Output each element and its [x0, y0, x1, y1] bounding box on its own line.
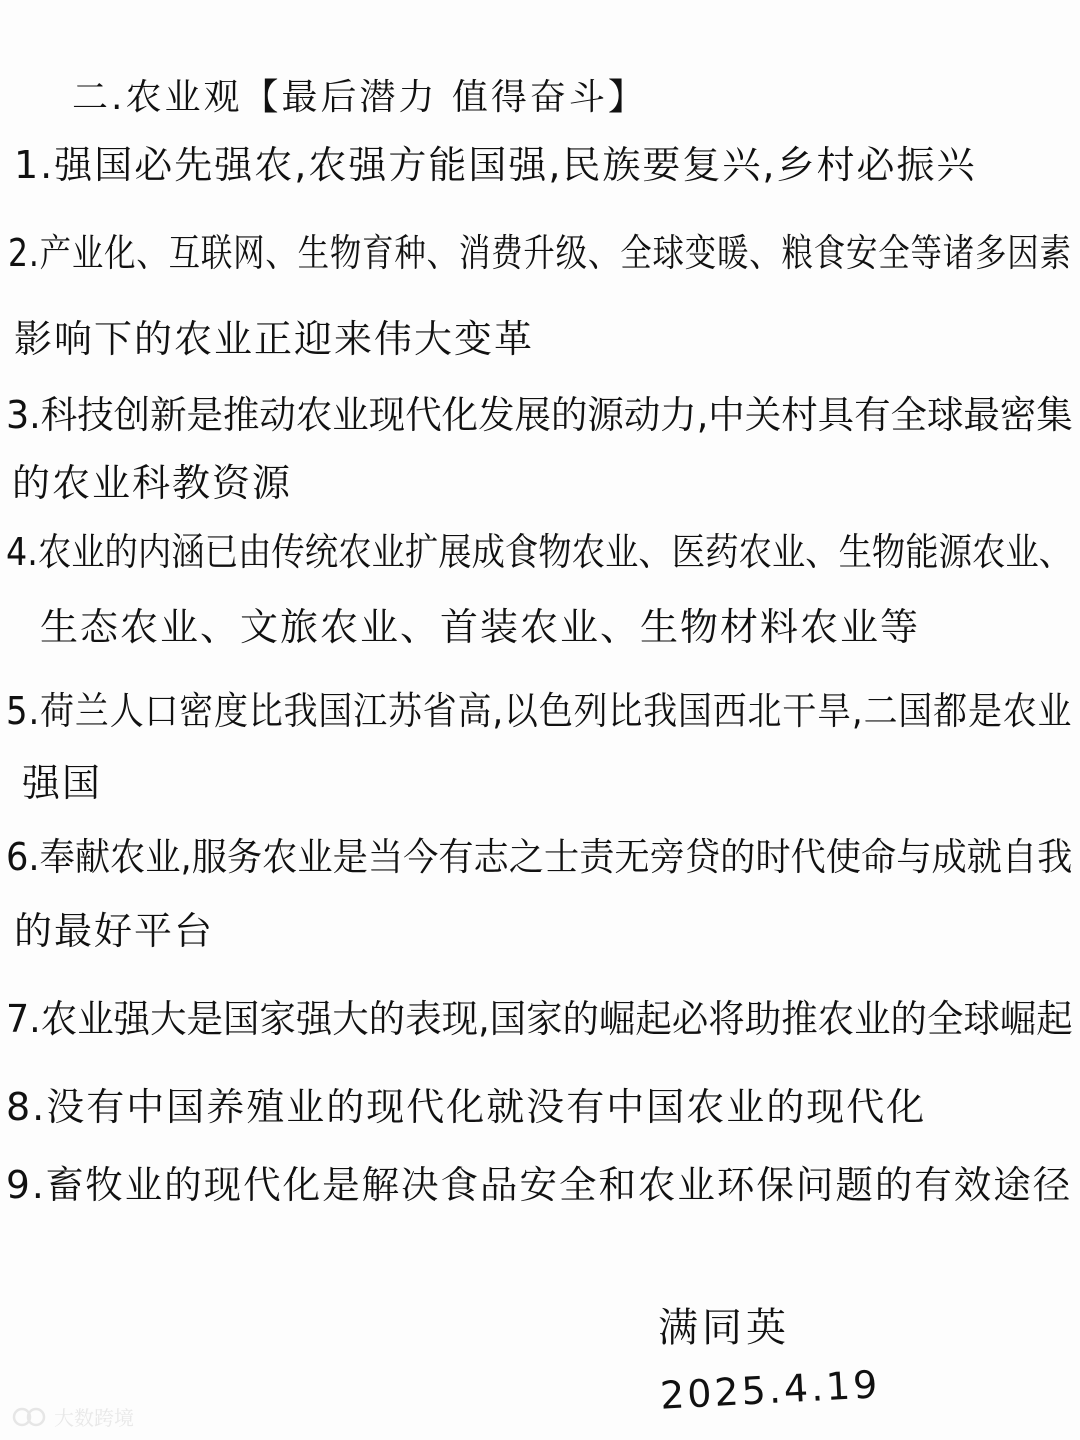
watermark	[12, 1402, 134, 1431]
note-line-6: 6.奉献农业,服务农业是当今有志之士责无旁贷的时代使命与成就自我	[6, 835, 1073, 879]
signature-date: 2025.4.19	[658, 1362, 882, 1418]
watermark-text: 大数跨境	[54, 1406, 134, 1430]
note-line-7: 7.农业强大是国家强大的表现,国家的崛起必将助推农业的全球崛起	[6, 997, 1073, 1041]
page-title: 二.农业观【最后潜力 值得奋斗】	[72, 77, 647, 118]
brand-logo-icon	[12, 1405, 48, 1429]
note-line-2-cont: 影响下的农业正迎来伟大变革	[14, 317, 535, 361]
signature: 满同英	[658, 1305, 790, 1351]
note-line-1: 1.强国必先强农,农强方能国强,民族要复兴,乡村必振兴	[14, 143, 977, 187]
note-line-2: 2.产业化、互联网、生物育种、消费升级、全球变暖、粮食安全等诸多因素	[8, 231, 1072, 275]
note-line-8: 8.没有中国养殖业的现代化就没有中国农业的现代化	[6, 1085, 927, 1129]
note-line-4-cont: 生态农业、文旅农业、首装农业、生物材料农业等	[40, 605, 921, 649]
note-line-3-cont: 的农业科教资源	[12, 461, 293, 505]
note-line-9: 9.畜牧业的现代化是解决食品安全和农业环保问题的有效途径	[6, 1163, 1073, 1207]
note-line-5: 5.荷兰人口密度比我国江苏省高,以色列比我国西北干旱,二国都是农业	[6, 689, 1073, 733]
note-line-5-cont: 强国	[22, 761, 103, 805]
note-line-4: 4.农业的内涵已由传统农业扩展成食物农业、医药农业、生物能源农业、	[6, 530, 1073, 574]
note-line-3: 3.科技创新是推动农业现代化发展的源动力,中关村具有全球最密集	[6, 393, 1073, 437]
note-line-6-cont: 的最好平台	[14, 909, 215, 953]
